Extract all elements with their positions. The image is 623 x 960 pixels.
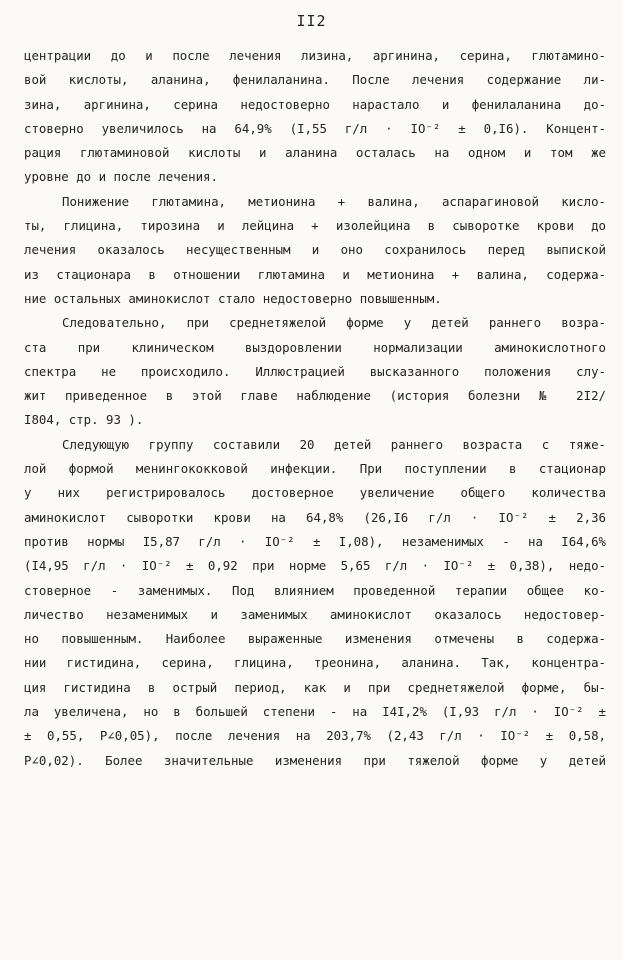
- text-line: зина, аргинина, серина недостоверно нарастало и фенилаланина до-: [24, 96, 606, 112]
- text-line: стоверно увеличилось на 64,9% (I,55 г/л · IO⁻² ± 0,I6). Концент-: [24, 120, 606, 136]
- text-line: лечения оказалось несущественным и оно сохранилось перед выпиской: [24, 242, 606, 258]
- text-line: лой формой менингококковой инфекции. При поступлении в стационар: [24, 461, 606, 477]
- page-number: II2: [296, 12, 327, 30]
- text-line: P∠0,02). Более значительные изменения при тяжелой форме у детей: [24, 752, 606, 768]
- text-line: но повышенным. Наиболее выраженные изменения отмечены в содержа-: [24, 631, 606, 647]
- text-line: из стационара в отношении глютамина и метионина + валина, содержа-: [24, 266, 606, 282]
- text-line: Следовательно, при среднетяжелой форме у детей раннего возра-: [62, 315, 606, 331]
- paragraph-1: [24, 44, 606, 190]
- text-line: нии гистидина, серина, глицина, треонина, аланина. Так, концентра-: [24, 655, 606, 671]
- text-line: ты, глицина, тирозина и лейцина + изолейцина в сыворотке крови до: [24, 218, 606, 234]
- text-line: Понижение глютамина, метионина + валина, аспарагиновой кисло-: [62, 193, 606, 209]
- text-line: спектра не происходило. Иллюстрацией высказанного положения слу-: [24, 363, 606, 379]
- text-line: (I4,95 г/л · IO⁻² ± 0,92 при норме 5,65 г/л · IO⁻² ± 0,38), недо-: [24, 558, 606, 574]
- text-line: у них регистрировалось достоверное увеличение общего количества: [24, 485, 606, 501]
- text-line: ла увеличена, но в большей степени - на I4I,2% (I,93 г/л · IO⁻² ±: [24, 704, 606, 720]
- text-line: рация глютаминовой кислоты и аланина осталась на одном и том же: [24, 145, 606, 161]
- paragraph-3: [24, 311, 606, 432]
- text-line: личество незаменимых и заменимых аминокислот оказалось недостовер-: [24, 606, 606, 622]
- paragraph-2: [24, 190, 606, 311]
- text-line: ние остальных аминокислот стало недостоверно повышенным.: [24, 290, 442, 306]
- text-line: центрации до и после лечения лизина, аргинина, серина, глютамино-: [24, 48, 606, 63]
- text-line: Следующую группу составили 20 детей раннего возраста с тяже-: [62, 436, 606, 452]
- text-line: ста при клиническом выздоровлении нормализации аминокислотного: [24, 339, 606, 355]
- text-line: аминокислот сыворотки крови на 64,8% (26,I6 г/л · IO⁻² ± 2,36: [24, 509, 606, 525]
- paragraph-4: [24, 433, 606, 773]
- text-line: жит приведенное в этой главе наблюдение (история болезни № 2I2/: [24, 388, 606, 404]
- text-line: уровне до и после лечения.: [24, 169, 218, 185]
- text-line: вой кислоты, аланина, фенилаланина. После лечения содержание ли-: [24, 72, 606, 88]
- body-text: [24, 44, 606, 773]
- text-line: ция гистидина в острый период, как и при среднетяжелой форме, бы-: [24, 679, 606, 695]
- text-line: ± 0,55, P∠0,05), после лечения на 203,7% (2,43 г/л · IO⁻² ± 0,58,: [24, 728, 606, 744]
- text-line: стоверное - заменимых. Под влиянием проведенной терапии общее ко-: [24, 582, 606, 598]
- text-line: I804, стр. 93 ).: [24, 412, 144, 428]
- text-line: против нормы I5,87 г/л · IO⁻² ± I,08), незаменимых - на I64,6%: [24, 533, 606, 549]
